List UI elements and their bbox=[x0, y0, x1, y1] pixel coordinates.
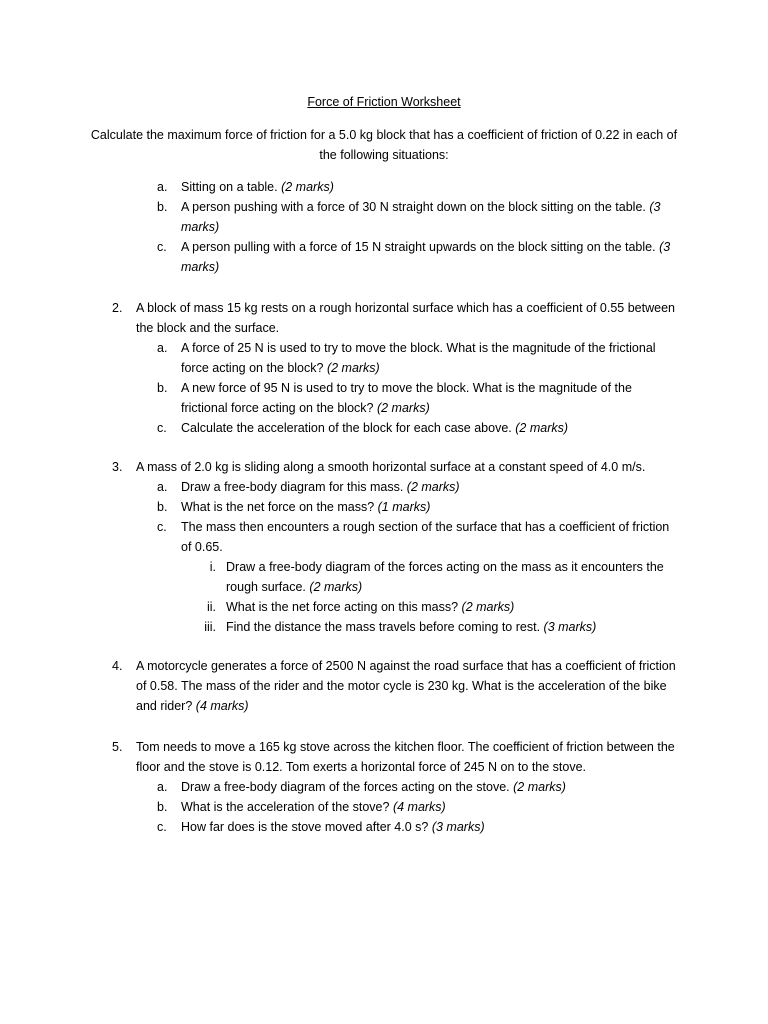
item-label: c. bbox=[157, 421, 167, 435]
item-marks: (2 marks) bbox=[309, 580, 363, 594]
q1-item-b bbox=[0, 197, 681, 237]
item-text: A person pushing with a force of 30 N straight down on the block sitting on the table. bbox=[181, 200, 646, 214]
item-label: ii. bbox=[206, 600, 216, 614]
item-text: A new force of 95 N is used to try to move the block. What is the magnitude of the frictional force acting on the block? bbox=[181, 381, 632, 415]
question-number: 5. bbox=[112, 740, 123, 754]
item-marks: (2 marks) bbox=[281, 180, 334, 194]
item-text: Find the distance the mass travels before coming to rest. bbox=[226, 620, 541, 634]
item-marks: (3 marks) bbox=[181, 200, 661, 234]
item-marks: (2 marks) bbox=[326, 361, 380, 375]
q5-item-b bbox=[0, 797, 681, 817]
item-marks: (3 marks) bbox=[431, 820, 485, 834]
question-4 bbox=[0, 656, 768, 716]
item-marks: (2 marks) bbox=[513, 780, 566, 794]
item-label: b. bbox=[157, 381, 168, 395]
q3-subitem-ii bbox=[0, 597, 676, 617]
q4-stem bbox=[0, 656, 676, 716]
question-3 bbox=[0, 457, 768, 637]
question-5 bbox=[0, 737, 768, 837]
q3-item-b bbox=[0, 497, 681, 517]
item-marks: (2 marks) bbox=[461, 600, 515, 614]
item-text: What is the net force on the mass? bbox=[181, 500, 375, 514]
q1-item-a bbox=[0, 177, 681, 197]
q2-item-b bbox=[0, 378, 681, 418]
q3-subitem-i bbox=[0, 557, 676, 597]
q3-stem bbox=[0, 457, 676, 477]
item-marks: (4 marks) bbox=[392, 800, 446, 814]
q5-item-c bbox=[0, 817, 681, 837]
question-text: A block of mass 15 kg rests on a rough horizontal surface which has a coefficient of 0.55 between the block and the surface. bbox=[136, 301, 675, 335]
question-number: 4. bbox=[112, 659, 123, 673]
question-text: A motorcycle generates a force of 2500 N against the road surface that has a coefficient of friction of 0.58. The mass of the rider and the motor cycle is 230 kg. What is the acceleration of the bike and rider? bbox=[136, 659, 676, 713]
intro-paragraph: Calculate the maximum force of friction for a 5.0 kg block that has a coefficient of friction of 0.22 in each of the following situations: bbox=[90, 128, 678, 162]
item-marks: (4 marks) bbox=[195, 699, 249, 713]
q5-item-a bbox=[0, 777, 681, 797]
item-label: a. bbox=[157, 780, 168, 794]
item-marks: (2 marks) bbox=[376, 401, 430, 415]
item-label: i. bbox=[209, 560, 216, 574]
item-label: a. bbox=[157, 480, 168, 494]
q5-stem bbox=[0, 737, 676, 777]
q1-item-c bbox=[0, 237, 681, 277]
item-marks: (3 marks) bbox=[181, 240, 671, 274]
item-text: Draw a free-body diagram for this mass. bbox=[181, 480, 404, 494]
item-text: Sitting on a table. bbox=[181, 180, 278, 194]
item-label: a. bbox=[157, 341, 168, 355]
item-marks: (3 marks) bbox=[543, 620, 597, 634]
item-label: c. bbox=[157, 520, 167, 534]
q3-item-a bbox=[0, 477, 681, 497]
item-label: c. bbox=[157, 240, 167, 254]
q2-item-c bbox=[0, 418, 681, 438]
question-text: Tom needs to move a 165 kg stove across the kitchen floor. The coefficient of friction between the floor and the stove is 0.12. Tom exerts a horizontal force of 245 N on to the stove. bbox=[136, 740, 675, 774]
question-text: A mass of 2.0 kg is sliding along a smooth horizontal surface at a constant speed of 4.0 m/s. bbox=[136, 460, 646, 474]
question-number: 3. bbox=[112, 460, 123, 474]
q2-stem bbox=[0, 298, 676, 338]
item-text: What is the acceleration of the stove? bbox=[181, 800, 390, 814]
item-text: What is the net force acting on this mass? bbox=[226, 600, 459, 614]
item-label: iii. bbox=[204, 620, 216, 634]
q3-item-c bbox=[0, 517, 681, 557]
item-marks: (2 marks) bbox=[515, 421, 569, 435]
item-label: b. bbox=[157, 800, 168, 814]
item-label: c. bbox=[157, 820, 167, 834]
page-title: Force of Friction Worksheet bbox=[307, 95, 461, 109]
question-1 bbox=[0, 177, 768, 277]
item-text: How far does is the stove moved after 4.0 s? bbox=[181, 820, 429, 834]
item-text: Calculate the acceleration of the block for each case above. bbox=[181, 421, 512, 435]
question-2 bbox=[0, 298, 768, 438]
q2-item-a bbox=[0, 338, 681, 378]
item-text: Draw a free-body diagram of the forces acting on the stove. bbox=[181, 780, 510, 794]
item-text: A person pulling with a force of 15 N straight upwards on the block sitting on the table. bbox=[181, 240, 656, 254]
item-text: The mass then encounters a rough section of the surface that has a coefficient of friction of 0.65. bbox=[181, 520, 670, 554]
question-number: 2. bbox=[112, 301, 123, 315]
item-text: A force of 25 N is used to try to move the block. What is the magnitude of the frictional force acting on the block? bbox=[181, 341, 656, 375]
item-label: b. bbox=[157, 500, 168, 514]
item-label: b. bbox=[157, 200, 168, 214]
item-label: a. bbox=[157, 180, 168, 194]
q3-subitem-iii bbox=[0, 617, 676, 637]
item-marks: (2 marks) bbox=[406, 480, 460, 494]
item-text: Draw a free-body diagram of the forces acting on the mass as it encounters the rough surface. bbox=[226, 560, 664, 594]
item-marks: (1 marks) bbox=[377, 500, 431, 514]
